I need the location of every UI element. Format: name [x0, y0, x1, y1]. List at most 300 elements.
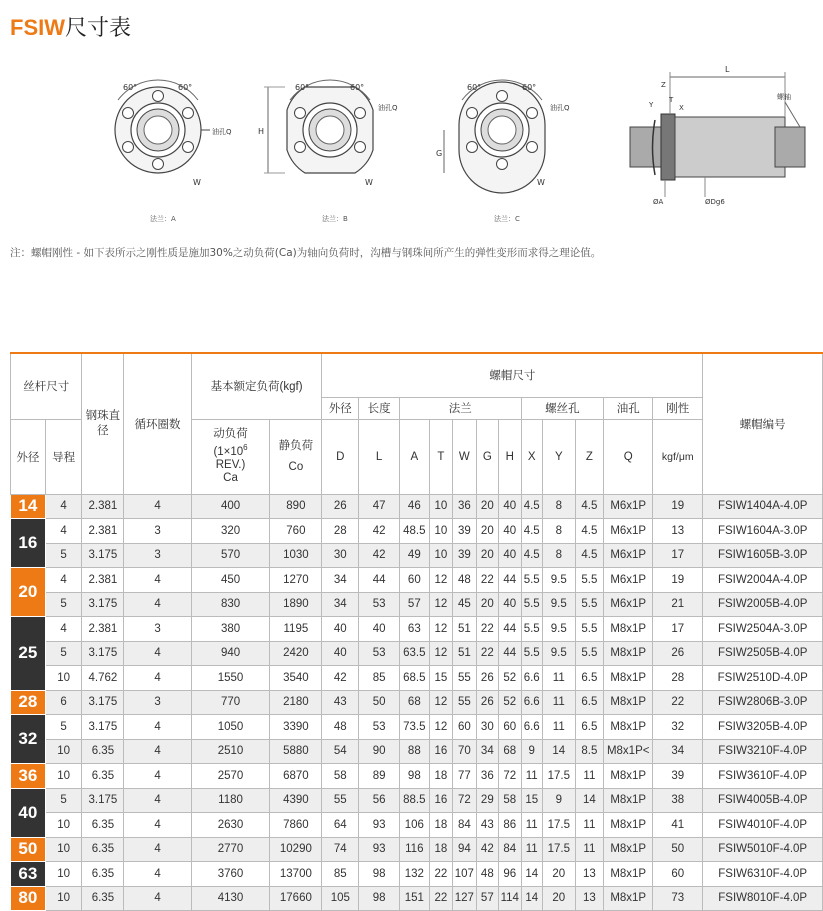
shaft-diameter-cell: 36 — [11, 764, 46, 789]
header-Q: Q — [604, 419, 653, 494]
table-cell: 42 — [359, 543, 400, 568]
table-cell: M8x1P — [604, 764, 653, 789]
table-cell: 10 — [429, 543, 452, 568]
table-cell: 12 — [429, 592, 452, 617]
table-cell: 55 — [453, 666, 476, 691]
table-cell: 4.762 — [82, 666, 124, 691]
table-cell: 830 — [191, 592, 270, 617]
table-cell: 85 — [322, 862, 359, 887]
table-cell: 2570 — [191, 764, 270, 789]
table-cell: 60 — [653, 862, 703, 887]
table-cell: 4 — [124, 862, 191, 887]
table-cell: 52 — [499, 690, 521, 715]
table-cell: M8x1P — [604, 690, 653, 715]
header-rigid: 刚性 — [653, 397, 703, 419]
table-cell: 17 — [653, 617, 703, 642]
table-cell: 10 — [45, 739, 82, 764]
table-cell: 26 — [322, 494, 359, 519]
table-cell: 17660 — [270, 886, 322, 911]
table-cell: 6870 — [270, 764, 322, 789]
header-dyn-rev: REV.) — [215, 458, 246, 471]
table-cell: 4 — [124, 592, 191, 617]
table-cell: 3 — [124, 690, 191, 715]
table-cell: 48 — [322, 715, 359, 740]
table-cell: 73 — [653, 886, 703, 911]
table-cell: 53 — [359, 592, 400, 617]
table-cell: 93 — [359, 837, 400, 862]
table-cell: 6.5 — [575, 690, 604, 715]
table-cell: 42 — [322, 666, 359, 691]
table-cell: 4.5 — [521, 494, 542, 519]
table-cell: 10 — [45, 862, 82, 887]
table-cell: 15 — [429, 666, 452, 691]
side-y: Y — [649, 101, 654, 109]
shaft-diameter-cell: 28 — [11, 690, 46, 715]
table-cell: M8x1P — [604, 862, 653, 887]
table-cell: 52 — [499, 666, 521, 691]
header-od: 外径 — [11, 419, 46, 494]
header-screw-hole: 螺丝孔 — [521, 397, 604, 419]
header-W: W — [453, 419, 476, 494]
table-cell: 18 — [429, 764, 452, 789]
table-cell: 10 — [45, 764, 82, 789]
table-cell: 60 — [400, 568, 430, 593]
table-cell: 40 — [499, 519, 521, 544]
table-cell: 5.5 — [575, 617, 604, 642]
table-cell: 43 — [322, 690, 359, 715]
header-turns: 循环圈数 — [124, 353, 191, 494]
header-nut-od: 外径 — [322, 397, 359, 419]
table-cell: 44 — [499, 568, 521, 593]
table-cell: 5.5 — [521, 592, 542, 617]
table-cell: 39 — [453, 519, 476, 544]
table-cell: 12 — [429, 690, 452, 715]
table-cell: 2.381 — [82, 617, 124, 642]
table-cell: 17.5 — [542, 837, 575, 862]
table-body — [11, 494, 823, 911]
table-cell: M8x1P — [604, 666, 653, 691]
table-cell: 84 — [499, 837, 521, 862]
table-cell: 89 — [359, 764, 400, 789]
table-cell: 58 — [322, 764, 359, 789]
table-cell: 16 — [429, 739, 452, 764]
table-cell: 36 — [476, 764, 498, 789]
table-cell: 7860 — [270, 813, 322, 838]
table-cell: 53 — [359, 715, 400, 740]
flange-b-h: H — [258, 127, 265, 136]
table-cell: 19 — [653, 568, 703, 593]
header-part: 螺帽编号 — [703, 353, 823, 494]
table-cell: 11 — [542, 666, 575, 691]
shaft-diameter-cell: 63 — [11, 862, 46, 887]
table-cell: 18 — [429, 837, 452, 862]
table-cell: M8x1P — [604, 715, 653, 740]
table-cell: 4 — [45, 494, 82, 519]
side-dg6: ØDg6 — [705, 198, 725, 206]
header-H: H — [499, 419, 521, 494]
table-cell: 64 — [322, 813, 359, 838]
table-cell: 22 — [653, 690, 703, 715]
flange-a-angle1: 60° — [123, 83, 138, 92]
table-cell: 4.5 — [575, 519, 604, 544]
table-cell: 68 — [400, 690, 430, 715]
flange-a-w: W — [193, 178, 201, 187]
table-cell: M6x1P — [604, 592, 653, 617]
side-t: T — [669, 96, 674, 104]
table-cell: 48 — [453, 568, 476, 593]
page-title — [10, 11, 131, 42]
table-cell: FSIW8010F-4.0P — [703, 886, 823, 911]
table-cell: 5.5 — [575, 641, 604, 666]
header-ball: 钢珠直径 — [82, 353, 124, 494]
header-T: T — [429, 419, 452, 494]
header-nut: 螺帽尺寸 — [322, 353, 703, 397]
table-cell: FSIW2505B-4.0P — [703, 641, 823, 666]
table-cell: M8x1P< — [604, 739, 653, 764]
table-cell: 22 — [429, 862, 452, 887]
table-cell: 54 — [322, 739, 359, 764]
table-cell: FSIW5010F-4.0P — [703, 837, 823, 862]
table-cell: 40 — [322, 641, 359, 666]
shaft-diameter-cell: 16 — [11, 519, 46, 568]
table-cell: 40 — [499, 543, 521, 568]
table-cell: 43 — [476, 813, 498, 838]
table-cell: 6 — [45, 690, 82, 715]
table-cell: 58 — [499, 788, 521, 813]
table-cell: 5.5 — [521, 617, 542, 642]
shaft-diameter-cell: 20 — [11, 568, 46, 617]
table-cell: 4 — [45, 568, 82, 593]
table-cell: 2.381 — [82, 568, 124, 593]
table-cell: 14 — [521, 886, 542, 911]
table-cell: 17.5 — [542, 813, 575, 838]
table-row — [11, 886, 823, 911]
side-x: X — [679, 104, 684, 112]
table-cell: 10 — [429, 494, 452, 519]
flange-b-caption: 法兰：B — [322, 215, 348, 223]
table-cell: 127 — [453, 886, 476, 911]
table-cell: 50 — [653, 837, 703, 862]
table-cell: 60 — [499, 715, 521, 740]
table-cell: 6.35 — [82, 862, 124, 887]
table-cell: 400 — [191, 494, 270, 519]
table-cell: 98 — [400, 764, 430, 789]
header-dyn-sym: Ca — [223, 471, 238, 484]
table-cell: 96 — [499, 862, 521, 887]
rigidity-note: 注：螺帽刚性 - 如下表所示之刚性质是施加30%之动负荷(Ca)为轴向负荷时，沟槽与钢珠间所产生的弹性变形而求得之理论值。 — [10, 247, 602, 259]
table-cell: 26 — [476, 690, 498, 715]
table-cell: 3390 — [270, 715, 322, 740]
table-cell: 8.5 — [575, 739, 604, 764]
table-cell: 34 — [322, 568, 359, 593]
table-cell: 5.5 — [521, 568, 542, 593]
table-cell: 4 — [45, 519, 82, 544]
table-cell: 22 — [429, 886, 452, 911]
dimension-table — [10, 352, 823, 911]
table-cell: 68.5 — [400, 666, 430, 691]
table-cell: 4.5 — [521, 543, 542, 568]
table-row — [11, 690, 823, 715]
table-cell: 4.5 — [575, 543, 604, 568]
table-cell: 1890 — [270, 592, 322, 617]
table-row — [11, 666, 823, 691]
table-cell: 70 — [453, 739, 476, 764]
table-cell: 63 — [400, 617, 430, 642]
table-cell: 8 — [542, 519, 575, 544]
table-cell: 21 — [653, 592, 703, 617]
table-cell: M8x1P — [604, 837, 653, 862]
table-cell: 34 — [653, 739, 703, 764]
table-cell: 86 — [499, 813, 521, 838]
table-cell: 40 — [359, 617, 400, 642]
table-row — [11, 715, 823, 740]
table-row — [11, 592, 823, 617]
table-cell: 14 — [542, 739, 575, 764]
table-cell: 20 — [476, 592, 498, 617]
table-cell: 570 — [191, 543, 270, 568]
table-cell: FSIW2510D-4.0P — [703, 666, 823, 691]
table-cell: 4 — [124, 886, 191, 911]
table-cell: 4130 — [191, 886, 270, 911]
table-cell: 2510 — [191, 739, 270, 764]
shaft-diameter-cell: 50 — [11, 837, 46, 862]
table-cell: 41 — [653, 813, 703, 838]
table-row — [11, 739, 823, 764]
header-flange: 法兰 — [400, 397, 521, 419]
table-cell: 48 — [476, 862, 498, 887]
table-cell: FSIW2005B-4.0P — [703, 592, 823, 617]
table-cell: 10 — [45, 813, 82, 838]
table-cell: 760 — [270, 519, 322, 544]
table-cell: 6.35 — [82, 886, 124, 911]
table-cell: 4 — [124, 715, 191, 740]
table-cell: 14 — [575, 788, 604, 813]
table-cell: 16 — [429, 788, 452, 813]
table-cell: 88 — [400, 739, 430, 764]
table-cell: 98 — [359, 886, 400, 911]
table-cell: 2180 — [270, 690, 322, 715]
table-cell: 20 — [542, 862, 575, 887]
header-stat — [270, 419, 322, 494]
table-cell: 5 — [45, 641, 82, 666]
table-cell: 2770 — [191, 837, 270, 862]
table-cell: 36 — [453, 494, 476, 519]
table-cell: 72 — [499, 764, 521, 789]
table-cell: 4.5 — [575, 494, 604, 519]
table-cell: 46 — [400, 494, 430, 519]
table-cell: 11 — [575, 837, 604, 862]
table-cell: 45 — [453, 592, 476, 617]
header-Y: Y — [542, 419, 575, 494]
table-cell: 2.381 — [82, 519, 124, 544]
shaft-diameter-cell: 25 — [11, 617, 46, 691]
table-row — [11, 543, 823, 568]
table-cell: 30 — [476, 715, 498, 740]
table-cell: M6x1P — [604, 543, 653, 568]
table-cell: 98 — [359, 862, 400, 887]
table-cell: 5 — [45, 592, 82, 617]
header-L: L — [359, 419, 400, 494]
table-cell: 42 — [359, 519, 400, 544]
table-cell: 6.6 — [521, 715, 542, 740]
flange-c-w: W — [537, 178, 545, 187]
table-cell: M8x1P — [604, 788, 653, 813]
table-cell: 4390 — [270, 788, 322, 813]
table-cell: 49 — [400, 543, 430, 568]
table-cell: 44 — [499, 617, 521, 642]
table-cell: FSIW3210F-4.0P — [703, 739, 823, 764]
table-cell: FSIW4005B-4.0P — [703, 788, 823, 813]
table-cell: 151 — [400, 886, 430, 911]
header-stat-label: 静负荷 — [278, 439, 314, 452]
table-cell: 14 — [521, 862, 542, 887]
table-row — [11, 862, 823, 887]
table-cell: 5.5 — [521, 641, 542, 666]
header-stat-sym: Co — [288, 460, 304, 473]
shaft-diameter-cell: 80 — [11, 886, 46, 911]
table-cell: FSIW1404A-4.0P — [703, 494, 823, 519]
table-cell: 8 — [542, 543, 575, 568]
table-cell: 39 — [453, 543, 476, 568]
table-cell: 44 — [499, 641, 521, 666]
table-cell: 5880 — [270, 739, 322, 764]
header-oil: 油孔 — [604, 397, 653, 419]
table-cell: 4 — [124, 568, 191, 593]
table-cell: 28 — [322, 519, 359, 544]
header-nut-len: 长度 — [359, 397, 400, 419]
table-cell: 6.35 — [82, 813, 124, 838]
header-X: X — [521, 419, 542, 494]
table-cell: 105 — [322, 886, 359, 911]
table-cell: 12 — [429, 617, 452, 642]
table-cell: 26 — [653, 641, 703, 666]
table-cell: 74 — [322, 837, 359, 862]
table-cell: M6x1P — [604, 568, 653, 593]
header-A: A — [400, 419, 430, 494]
table-cell: 19 — [653, 494, 703, 519]
table-cell: 320 — [191, 519, 270, 544]
table-cell: 1195 — [270, 617, 322, 642]
table-cell: 4 — [124, 813, 191, 838]
table-cell: 3.175 — [82, 592, 124, 617]
side-da: ØA — [653, 198, 664, 206]
table-cell: 3.175 — [82, 788, 124, 813]
table-cell: 4 — [124, 739, 191, 764]
flange-c-drawing — [436, 80, 570, 223]
table-cell: 10 — [45, 886, 82, 911]
table-cell: 1050 — [191, 715, 270, 740]
flange-c-caption: 法兰：C — [494, 215, 520, 223]
table-row — [11, 519, 823, 544]
table-cell: 94 — [453, 837, 476, 862]
table-row — [11, 837, 823, 862]
table-cell: 77 — [453, 764, 476, 789]
title-rest: 尺寸表 — [65, 16, 132, 41]
table-cell: 9.5 — [542, 641, 575, 666]
table-cell: 72 — [453, 788, 476, 813]
table-cell: 40 — [322, 617, 359, 642]
table-cell: 34 — [476, 739, 498, 764]
table-cell: 5 — [45, 715, 82, 740]
table-cell: 40 — [499, 494, 521, 519]
header-load: 基本额定负荷(kgf) — [191, 353, 322, 419]
table-cell: 9.5 — [542, 617, 575, 642]
flange-a-oil: 油孔Q — [212, 128, 232, 136]
table-cell: 20 — [476, 494, 498, 519]
table-cell: 9 — [521, 739, 542, 764]
table-cell: 6.35 — [82, 739, 124, 764]
header-unit: kgf/μm — [653, 419, 703, 494]
table-cell: 114 — [499, 886, 521, 911]
table-cell: 3.175 — [82, 715, 124, 740]
table-cell: 32 — [653, 715, 703, 740]
flange-c-angle1: 60° — [467, 83, 482, 92]
table-cell: 6.5 — [575, 666, 604, 691]
table-cell: 60 — [453, 715, 476, 740]
side-view-drawing — [630, 65, 805, 206]
table-cell: 90 — [359, 739, 400, 764]
table-cell: 6.5 — [575, 715, 604, 740]
dimension-table-wrap — [10, 352, 823, 911]
table-cell: 22 — [476, 641, 498, 666]
flange-b-drawing — [258, 80, 398, 223]
table-cell: 1180 — [191, 788, 270, 813]
table-cell: 4 — [124, 641, 191, 666]
table-cell: 10 — [45, 837, 82, 862]
table-cell: 6.6 — [521, 690, 542, 715]
flange-b-w: W — [365, 178, 373, 187]
table-cell: 12 — [429, 641, 452, 666]
table-cell: 3760 — [191, 862, 270, 887]
table-cell: M8x1P — [604, 617, 653, 642]
table-cell: 17 — [653, 543, 703, 568]
table-cell: 3 — [124, 543, 191, 568]
table-cell: 1270 — [270, 568, 322, 593]
table-cell: 57 — [476, 886, 498, 911]
flange-c-angle2: 60° — [522, 83, 537, 92]
flange-b-angle2: 60° — [350, 83, 365, 92]
flange-c-oil: 油孔Q — [550, 104, 570, 112]
side-l: L — [725, 65, 730, 74]
table-cell: 40 — [499, 592, 521, 617]
table-cell: 11 — [575, 764, 604, 789]
table-cell: 11 — [542, 715, 575, 740]
table-cell: FSIW3205B-4.0P — [703, 715, 823, 740]
table-cell: 11 — [542, 690, 575, 715]
table-cell: 6.6 — [521, 666, 542, 691]
header-dyn — [191, 419, 270, 494]
table-row — [11, 788, 823, 813]
table-cell: 10 — [429, 519, 452, 544]
table-cell: FSIW1604A-3.0P — [703, 519, 823, 544]
table-cell: 107 — [453, 862, 476, 887]
table-cell: 48.5 — [400, 519, 430, 544]
flange-a-drawing — [115, 80, 232, 223]
table-cell: 4 — [124, 666, 191, 691]
table-cell: 63.5 — [400, 641, 430, 666]
table-cell: 10 — [45, 666, 82, 691]
table-cell: 3 — [124, 617, 191, 642]
table-cell: 5 — [45, 788, 82, 813]
table-cell: 2420 — [270, 641, 322, 666]
table-cell: 18 — [429, 813, 452, 838]
table-cell: 3.175 — [82, 690, 124, 715]
table-cell: 5.5 — [575, 568, 604, 593]
table-cell: FSIW3610F-4.0P — [703, 764, 823, 789]
table-cell: 11 — [521, 813, 542, 838]
table-cell: M6x1P — [604, 519, 653, 544]
table-cell: 1550 — [191, 666, 270, 691]
